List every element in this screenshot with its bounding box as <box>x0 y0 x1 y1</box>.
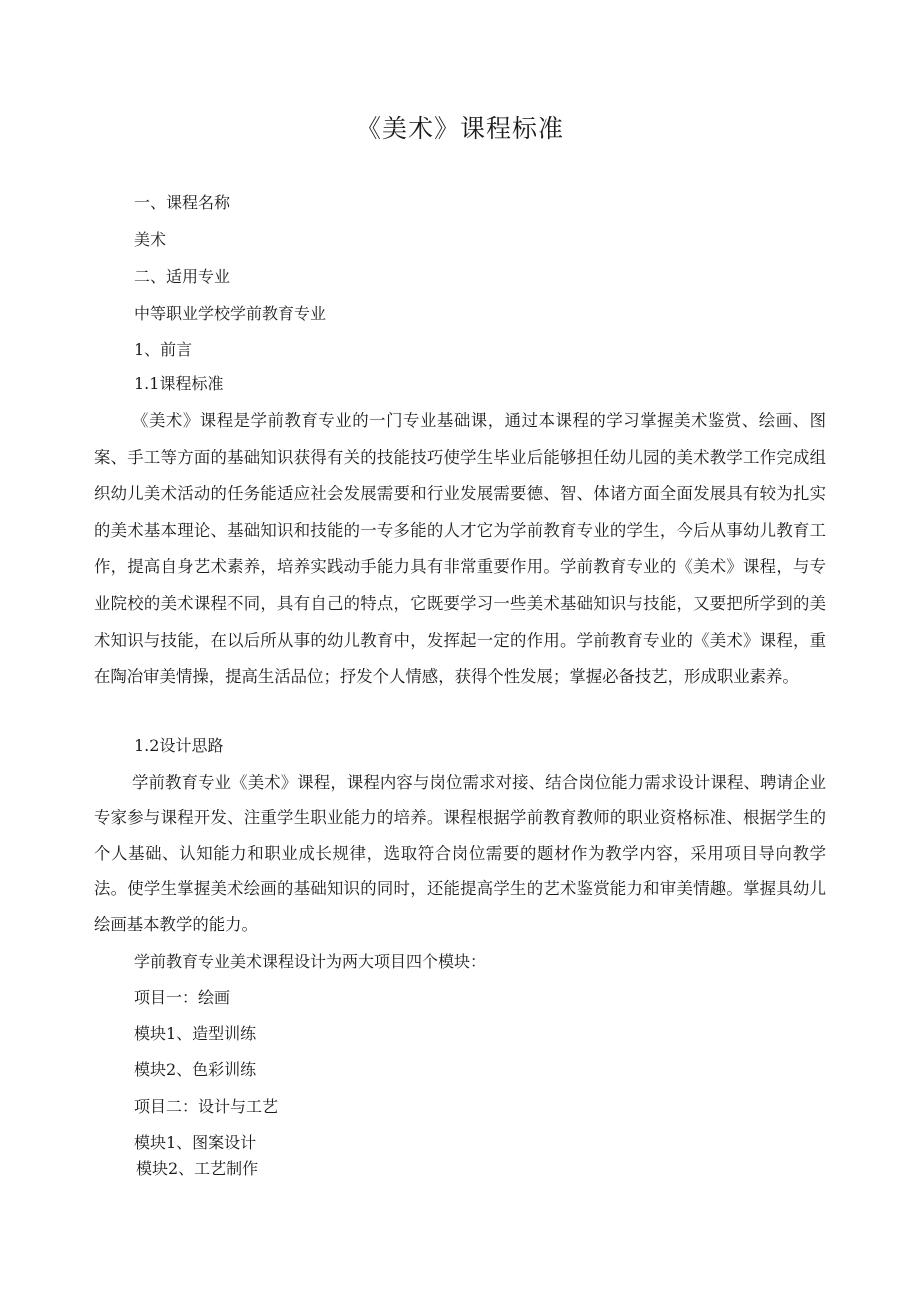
design-heading: 1.2设计思路 <box>134 736 224 755</box>
standard-heading: 1.1课程标准 <box>134 374 224 393</box>
major-heading: 二、适用专业 <box>134 267 231 286</box>
structure-intro: 学前教育专业美术课程设计为两大项目四个模块： <box>134 952 487 971</box>
design-paragraph: 学前教育专业《美术》课程，课程内容与岗位需求对接、结合岗位能力需求设计课程、聘请企业专家参与课程开发、注重学生职业能力的培养。课程根据学前教育教师的职业资格标准、根据学生的个人基础、认知能力和职业成长规律，选取符合岗位需要的题材作为教学内容，采用项目导向教学法。使学生掌握美术绘画的基础知识的同时，还能提高学生的艺术鉴赏能力和审美情趣。掌握具幼儿绘画基本教学的能力。 <box>94 773 826 934</box>
module-2-1: 模块1、图案设计 <box>134 1133 257 1152</box>
preface-heading: 1、前言 <box>134 340 193 359</box>
module-1-1: 模块1、造型训练 <box>134 1024 257 1043</box>
major-text: 中等职业学校学前教育专业 <box>134 304 327 323</box>
project-2: 项目二：设计与工艺 <box>134 1097 279 1116</box>
standard-paragraph: 《美术》课程是学前教育专业的一门专业基础课，通过本课程的学习掌握美术鉴赏、绘画、图案、手工等方面的基础知识获得有关的技能技巧使学生毕业后能够担任幼儿园的美术教学工作完成组织幼儿美术活动的任务能适应社会发展需要和行业发展需要德、智、体诸方面全面发展具有较为扎实的美术基本理论、基础知识和技能的一专多能的人才它为学前教育专业的学生，今后从事幼儿教育工作，提高自身艺术素养，培养实践动手能力具有非常重要作用。学前教育专业的《美术》课程，与专业院校的美术课程不同，具有自己的特点，它既要学习一些美术基础知识与技能，又要把所学到的美术知识与技能，在以后所从事的幼儿教育中，发挥起一定的作用。学前教育专业的《美术》课程，重在陶冶审美情操，提高生活品位；抒发个人情感，获得个性发展；掌握必备技艺，形成职业素养。 <box>94 411 826 687</box>
module-2-2: 模块2、工艺制作 <box>136 1159 259 1178</box>
course-name-heading: 一、课程名称 <box>134 193 231 212</box>
module-1-2: 模块2、色彩训练 <box>134 1060 257 1079</box>
project-1: 项目一：绘画 <box>134 988 231 1007</box>
document-title: 《美术》课程标准 <box>355 114 564 143</box>
course-name: 美术 <box>134 230 167 249</box>
